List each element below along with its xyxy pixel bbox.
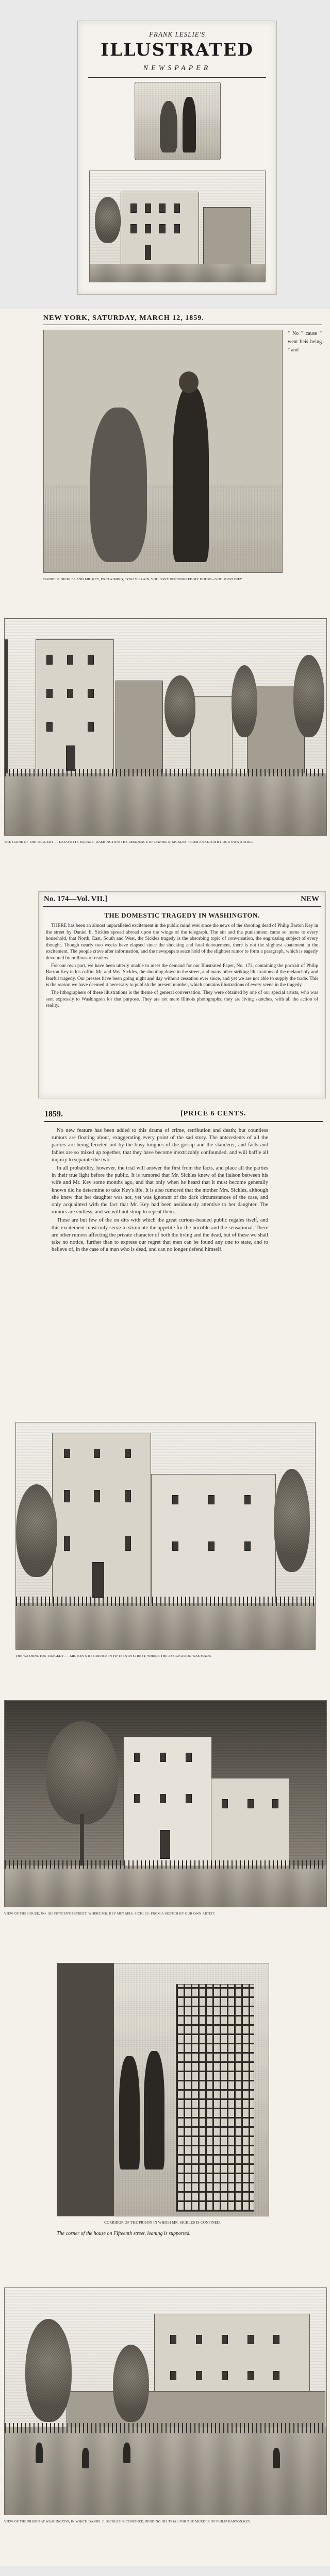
room-wall <box>44 330 282 485</box>
residence-illustration <box>15 1422 316 1650</box>
corridor-wall <box>57 1963 114 2216</box>
cover-panel <box>0 0 330 309</box>
sickles-house <box>36 639 114 774</box>
article-page-panel <box>0 886 330 1103</box>
cover-vignette <box>135 82 221 160</box>
confrontation-caption: DANIEL E. SICKLES AND MR. KEY, EXCLAIMING, "YOU VILLAIN, YOU HAVE DISHONORED MY HOUSE—YOU MUST DIE!" <box>43 578 243 581</box>
street-ground <box>5 773 326 835</box>
article-paragraph: The lithographers of these illustrations is the theme of general conversation. They were obtained by one of our special artists, who was sent expressly to Washington for that purpose. They are not mere Illinois photographs; they are living sketches, with all the action of reality. <box>46 990 318 1009</box>
confrontation-panel <box>0 309 330 598</box>
corridor-door <box>176 1984 254 2212</box>
page2-header: NEW YORK, SATURDAY, MARCH 12, 1859. <box>43 314 204 322</box>
prison-illustration <box>4 2287 327 2515</box>
page2-side-text: " No " cause " went heis being " and <box>288 331 322 353</box>
corridor-panel <box>0 1947 330 2267</box>
residence-panel <box>0 1401 330 1690</box>
plan-panel <box>0 2566 330 2576</box>
assignation-house <box>123 1737 212 1867</box>
cover-house-illustration <box>89 171 266 282</box>
corridor-illustration <box>57 1963 269 2216</box>
cover-man-figure <box>183 97 196 152</box>
man-head <box>179 371 199 393</box>
continued-paragraph: These are but few of the on dits with which the great curious-headed public regales itself, and this excitement must only serve to stimulate the appetite for the horrible and the sensational. There are other rumors affecting the private character of both the living and the dead, but of these we shall take no notice, further than to express our regret that men can be found any one to state, and to believe of, in the case of a man who is dead, and can no longer defend himself. <box>52 1217 268 1253</box>
article-paragraph: THERE has been an almost unparalleled excitement in the public mind ever since the news of the shooting dead of Philip Barton Key in the street by Daniel E. Sickles spread abroad upon the wings of the telegraph. The sin and the punishment came so home to every household, that North, East, South and West, the Sickles tragedy is the absorbing topic of conversation, the engrossing subject of every thought. Though nearly two weeks have elapsed since the shocking and fatal denouement, there is not the slightest abatement in the excitement. The people crave after information, and the newspapers seize hold of the slightest rumor to form a paragraph, which is eagerly devoured by millions of readers. <box>46 923 318 961</box>
assignation-caption: VIEW OF THE HOUSE, NO. 383 FIFTEENTH STREET, WHERE MR. KEY MET MRS. SICKLES. FROM A SKETCH BY OUR OWN ARTIST. <box>4 1912 216 1916</box>
issue-number: No. 174—Vol. VII.] <box>44 895 107 903</box>
cover-title: ILLUSTRATED <box>101 40 254 60</box>
price-label: [PRICE 6 CENTS. <box>180 1110 246 1117</box>
article-headline: THE DOMESTIC TRAGEDY IN WASHINGTON. <box>104 911 260 919</box>
article-sheet <box>38 891 326 1098</box>
distant-building <box>190 696 233 774</box>
confrontation-illustration <box>43 330 283 573</box>
article-continued-panel <box>0 1103 330 1401</box>
article-body <box>46 923 318 1093</box>
corridor-caption: CORRIDOR OF THE PRISON IN WHICH MR. SICKLES IS CONFINED. <box>104 2221 221 2225</box>
residence-caption: THE WASHINGTON TRAGEDY. — MR. KEY'S RESIDENCE IN FIFTEENTH STREET, WHERE THE ASSIGNATION WAS MADE. <box>15 1654 212 1658</box>
residence-annex <box>151 1474 276 1604</box>
cover-sheet <box>77 21 277 295</box>
continued-paragraph: In all probability, however, the trial will answer the first from the facts, and place all the parties in their true light before the public. It is rumored that Mr. Sickles knew of the liaison between his wife and Mr. Key some months ago, and that only when he heard that it must become generally known did he determine to take Key's life. It is also rumored that the mother Mrs. Sickles, although she knew that her daughter was not, yet was ignorant of the dark circumstances of the case, and only acquainted with the fact that Mr. Key had been assiduously attentive to her daughter. The rumors are endless, and we will not stoop to repeat them. <box>52 1165 268 1215</box>
warden-figure <box>119 2056 140 2170</box>
cover-woman-figure <box>160 101 177 152</box>
cover-rule <box>88 77 266 78</box>
year-label: 1859. <box>44 1110 63 1118</box>
continued-body <box>52 1127 268 1395</box>
prison-caption: VIEW OF THE PRISON AT WASHINGTON, IN WHICH DANIEL E. SICKLES IS CONFINED, PENDING HIS TRIAL FOR THE MURDER OF PHILIP BARTON KEY. <box>4 2520 251 2523</box>
cover-tree <box>95 197 121 243</box>
prisoner-figure <box>144 2051 164 2170</box>
cover-subtitle: NEWSPAPER <box>143 64 211 72</box>
corridor-subtext: The corner of the house on Fifteenth street, leaning is supported. <box>57 2231 191 2236</box>
cover-house <box>121 192 199 265</box>
assignation-illustration <box>4 1700 327 1907</box>
assignation-neighbor <box>211 1778 289 1867</box>
cover-side-building <box>203 207 251 265</box>
residence-house <box>52 1433 151 1604</box>
issue-right: NEW <box>301 895 319 903</box>
article-paragraph: For our own part, we have been utterly unable to meet the demand for our Illustrated Paper, No. 173, containing the portrait of Philip Barton Key in his coffin, Mr. and Mrs. Sickles, the shooting down in the street, and many other striking illustrations of the melancholy and fearful tragedy. Our presses have been going night and day without cessation ever since, and yet we are not able to supply the trade. This is the reason we have deemed it necessary to publish the present number, which contains illustrations of every scene in the tragedy. <box>46 963 318 988</box>
continued-paragraph: No new feature has been added to this drama of crime, retribution and death; but countless rumors are floating about, exaggerating every point of the sad story. The antecedents of all the parties are being ferreted out by the busy tongues of the gossip and the slanderer, and facts and fables are so mixed up together, that they have become inextricably confounded, and will baffle all inquiry to separate the two. <box>52 1128 268 1163</box>
street-scene-panel <box>0 598 330 886</box>
prison-panel <box>0 2267 330 2566</box>
street-scene-caption: THE SCENE OF THE TRAGEDY — LAFAYETTE SQUARE, WASHINGTON; THE RESIDENCE OF DANIEL E. SICKLES. FROM A SKETCH BY OUR OWN ARTIST. <box>4 840 253 844</box>
man-figure <box>173 387 209 562</box>
street-scene-illustration <box>4 618 327 836</box>
assignation-panel <box>0 1690 330 1947</box>
neighbor-house <box>116 681 163 774</box>
cover-publisher: FRANK LESLIE'S <box>149 30 205 38</box>
woman-figure <box>90 408 147 562</box>
